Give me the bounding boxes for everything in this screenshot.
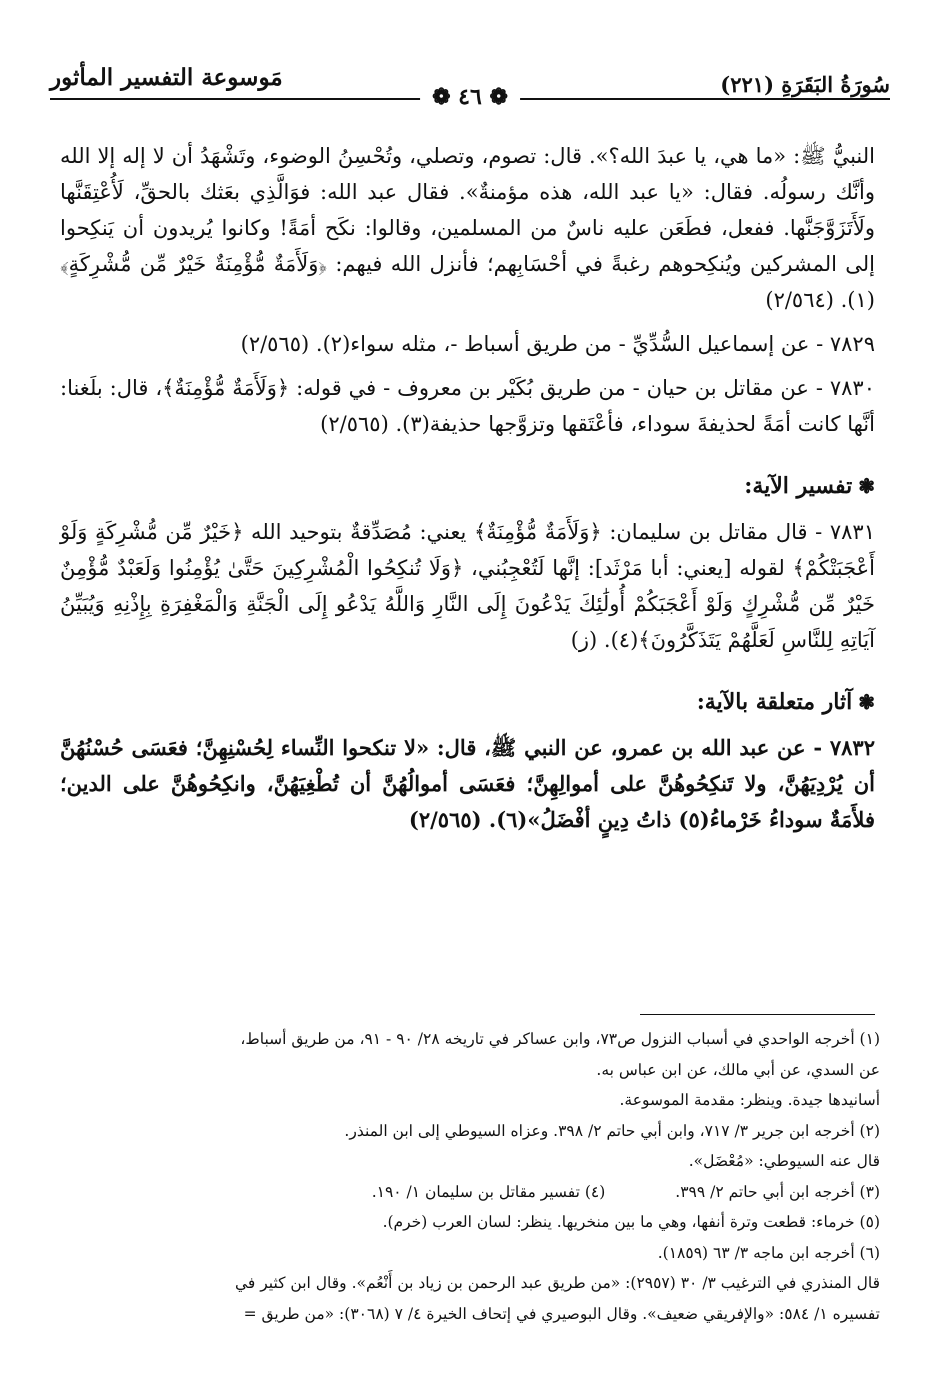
footnote: أسانيدها جيدة. وينظر: مقدمة الموسوعة. xyxy=(619,1091,880,1109)
paragraph: ٧٨٢٩ - عن إسماعيل السُّدِّيِّ - من طريق أسباط -، مثله سواء(٢). (٢/٥٦٥) xyxy=(240,332,875,356)
footnotes xyxy=(50,1024,880,1329)
paragraph: ٧٨٣٠ - عن مقاتل بن حيان - من طريق بُكَيْر بن معروف - في قوله: ﴿وَلَأَمَةٌ مُّؤْمِنَةٌ﴾، قال: بلَغنا: أنَّها كانت أمَةً لحذيفةَ سوداء، فأعْتَقها وتزوَّجها حذيفة(٣). (٢/٥٦٥) xyxy=(60,376,875,436)
footnote: (٦) أخرجه ابن ماجه ٣/ ٦٣ (١٨٥٩). xyxy=(657,1243,880,1262)
footnote-row xyxy=(50,1177,880,1208)
main-text xyxy=(60,138,875,846)
footnote: تفسيره ١/ ٥٨٤: «والإفريقي ضعيف». وقال البوصيري في إتحاف الخيرة ٤/ ٧ (٣٠٦٨): «من طريق = xyxy=(243,1304,880,1323)
section-heading: ❃آثار متعلقة بالآية: xyxy=(696,689,875,715)
section-heading: ❃تفسير الآية: xyxy=(744,473,875,499)
ornament-icon: ❁ xyxy=(489,84,508,110)
footnote: (٥) خرماء: قطعت وترة أنفها، وهي ما بين منخريها. ينظر: لسان العرب (خرم). xyxy=(382,1213,880,1231)
ornament-icon: ❁ xyxy=(432,84,451,110)
footnote: قال عنه السيوطي: «مُعْضَل». xyxy=(688,1152,880,1170)
book-title: مَوسوعة التفسير المأثور xyxy=(50,64,283,91)
page-header xyxy=(50,58,890,118)
footnote-rule xyxy=(640,1014,875,1015)
paragraph: ٧٨٣١ - قال مقاتل بن سليمان: ﴿وَلَأَمَةٌ مُّؤْمِنَةٌ﴾ يعني: مُصَدِّقةٌ بتوحيد الله ﴿خَيْرٌ مِّن مُّشْرِكَةٍ وَلَوْ أَعْجَبَتْكُمْ﴾ لقوله [يعني: أبا مَرْثَد]: إنَّها لَتُعْجِبُني، ﴿وَلَا تُنكِحُوا الْمُشْرِكِينَ حَتَّىٰ يُؤْمِنُوا وَلَعَبْدٌ مُّؤْمِنٌ خَيْرٌ مِّن مُّشْرِكٍ وَلَوْ أَعْجَبَكُمْ أُولَٰئِكَ يَدْعُونَ إِلَى النَّارِ وَاللَّهُ يَدْعُو إِلَى الْجَنَّةِ وَالْمَغْفِرَةِ بِإِذْنِهِ وَيُبَيِّنُ آيَاتِهِ لِلنَّاسِ لَعَلَّهُمْ يَتَذَكَّرُونَ﴾(٤). (ز) xyxy=(60,520,875,652)
page-number: ❁ ٤٦ ❁ xyxy=(420,84,520,110)
footnote: (٢) أخرجه ابن جرير ٣/ ٧١٧، وابن أبي حاتم ٢/ ٣٩٨. وعزاه السيوطي إلى ابن المنذر. xyxy=(344,1121,880,1140)
footnote: (٤) تفسير مقاتل بن سليمان ١/ ١٩٠. xyxy=(371,1182,606,1201)
flower-icon: ❃ xyxy=(858,474,875,498)
footnote: عن السدي، عن أبي مالك، عن ابن عباس به. xyxy=(596,1060,880,1079)
surah-title: سُورَةُ البَقَرَةِ (٢٢١) xyxy=(720,72,890,97)
footnote: (١) أخرجه الواحدي في أسباب النزول ص٧٣، وابن عساكر في تاريخه ٢٨/ ٩٠ - ٩١، من طريق أسباط، xyxy=(240,1030,880,1048)
paragraph: النبيُّ ﷺ: «ما هي، يا عبدَ الله؟». قال: تصوم، وتصلي، وتُحْسِنُ الوضوء، وتَشْهَدُ أن لا إله إلا الله وأنَّك رسولُه. فقال: «يا عبد الله، هذه مؤمنةٌ». فقال عبد الله: فوَالَّذِي بعَثك بالحقِّ، لَأُعْتِقَنَّها ولَأَتَزَوَّجَنَّها. ففعل، فطَعَن عليه ناسٌ من المسلمين، وقالوا: نكَح أمَةً! وكانوا يُريدون أن يَنكِحوا إلى المشركين ويُنكِحوهم رغبةً في أحْسَابِهم؛ فأنزل الله فيهم: ﴿وَلَأَمَةٌ مُّؤْمِنَةٌ خَيْرٌ مِّن مُّشْرِكَةٍ﴾(١). (٢/٥٦٤) xyxy=(60,144,875,312)
footnote: (٣) أخرجه ابن أبي حاتم ٢/ ٣٩٩. xyxy=(675,1182,880,1201)
paragraph: ٧٨٣٢ - عن عبد الله بن عمرو، عن النبي ﷺ، قال: «لا تنكحوا النِّساء لِحُسْنِهِنَّ؛ فعَسَى حُسْنُهُنَّ أن يُرْدِيَهُنَّ، ولا تَنكِحُوهُنَّ على أموالِهِنَّ؛ فعَسَى أموالُهُنَّ أن تُطْغِيَهُنَّ، وانكِحُوهُنَّ على الدين؛ فلأَمَةٌ سوداءُ خَرْماءُ(٥) ذاتُ دِينٍ أفْضَلُ»(٦). (٢/٥٦٥) xyxy=(60,735,875,832)
flower-icon: ❃ xyxy=(858,690,875,714)
footnote: قال المنذري في الترغيب ٣/ ٣٠ (٢٩٥٧): «من طريق عبد الرحمن بن زياد بن أَنْعُم». وقال ابن كثير في xyxy=(234,1274,880,1292)
